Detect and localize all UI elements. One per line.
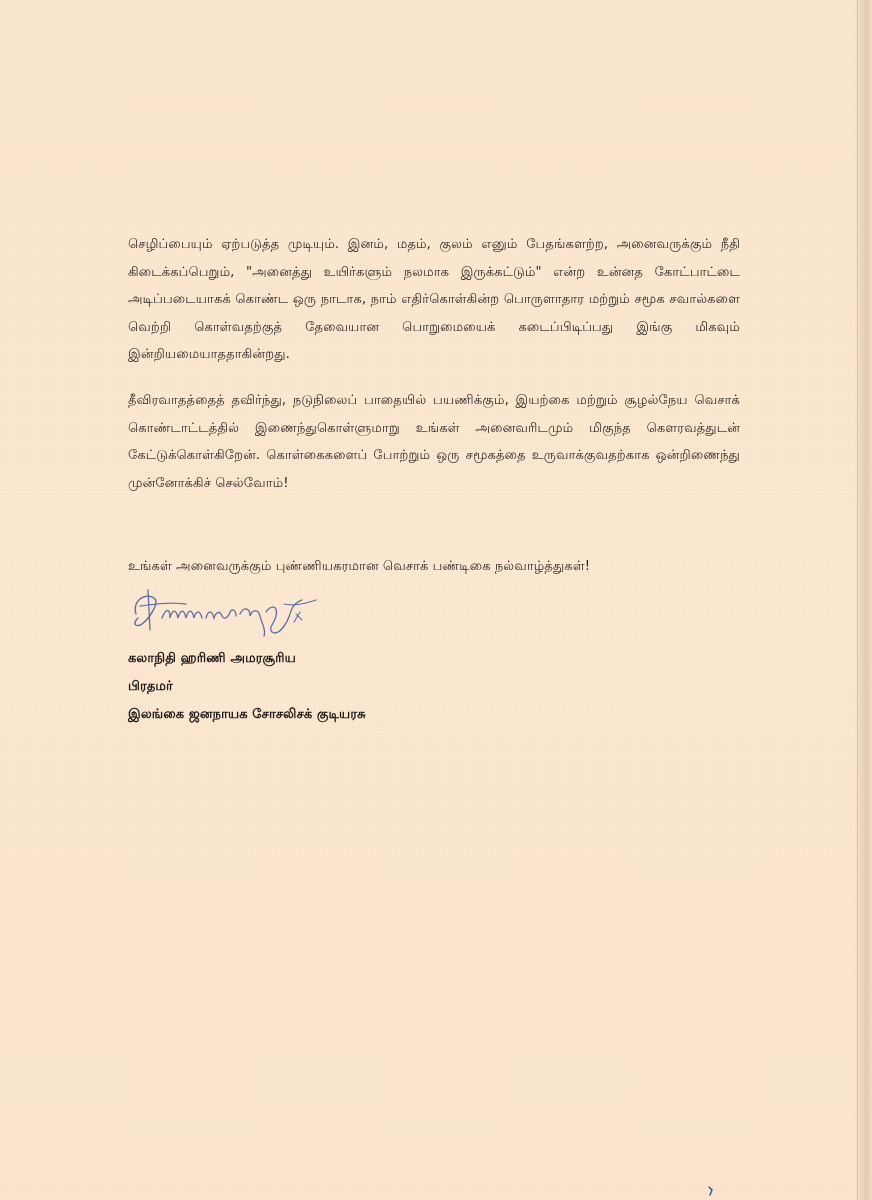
- letter-body: [128, 231, 740, 515]
- paper-edge-line: [857, 0, 858, 1200]
- signatory-country: இலங்கை ஜனநாயக சோசலிசக் குடியரசு: [128, 707, 366, 722]
- ink-mark: [708, 1186, 714, 1196]
- signatory-title: பிரதமர்: [128, 679, 173, 694]
- paragraph-1: செழிப்பையும் ஏற்படுத்த முடியும். இனம், மதம், குலம் எனும் பேதங்களற்ற, அனைவருக்கும் நீதி கிடைக்கப்பெறும், "அனைத்து உயிர்களும் நலமாக இருக்கட்டும்" என்ற உன்னத கோட்பாட்டை அடிப்படையாகக் கொண்ட ஒரு நாடாக, நாம் எதிர்கொள்கின்ற பொருளாதார மற்றும் சமூக சவால்களை வெற்றி கொள்வதற்குத் தேவையான பொறுமையைக் கடைப்பிடிப்பது இங்கு மிகவும் இன்றியமையாததாகின்றது.: [128, 237, 740, 363]
- greeting-line: உங்கள் அனைவருக்கும் புண்ணியகரமான வெசாக் பண்டிகை நல்வாழ்த்துகள்!: [128, 559, 591, 574]
- signatory-block: [128, 645, 366, 729]
- signatory-name: கலாநிதி ஹரிணி அமரசூரிய: [128, 651, 296, 666]
- handwritten-signature: [126, 584, 326, 640]
- paragraph-2: தீவிரவாதத்தைத் தவிர்ந்து, நடுநிலைப் பாதையில் பயணிக்கும், இயற்கை மற்றும் சூழல்நேய வெசாக் கொண்டாட்டத்தில் இணைந்துகொள்ளுமாறு உங்கள் அனைவரிடமும் மிகுந்த கௌரவத்துடன் கேட்டுக்கொள்கிறேன். கொள்கைகளைப் போற்றும் ஒரு சமூகத்தை உருவாக்குவதற்காக ஒன்றிணைந்து முன்னோக்கிச் செல்வோம்!: [128, 392, 740, 491]
